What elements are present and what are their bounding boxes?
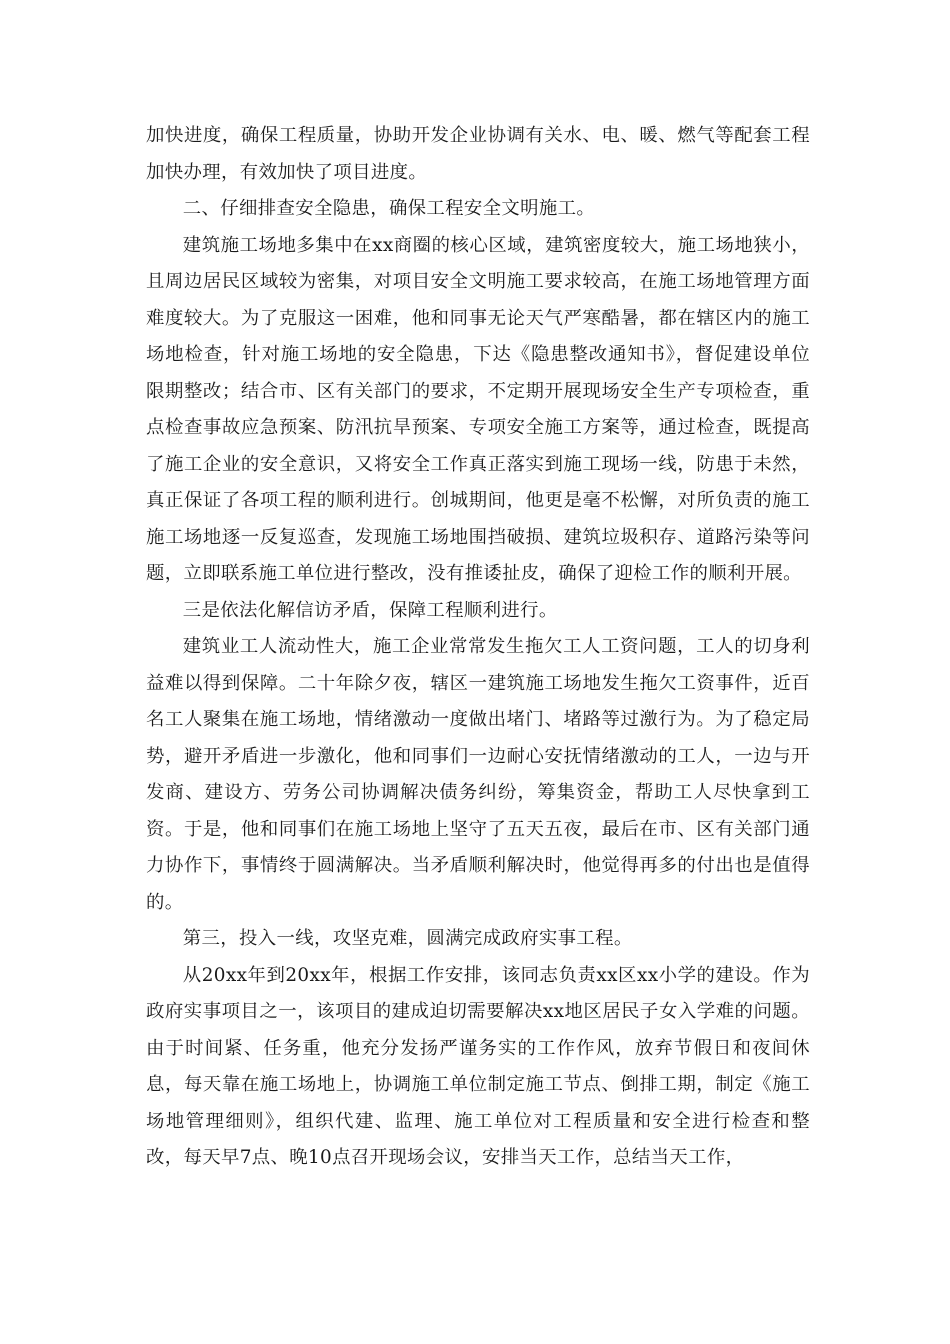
section-heading-safety: 二、仔细排查安全隐患，确保工程安全文明施工。 bbox=[182, 198, 596, 219]
paragraph-continued: 加快进度，确保工程质量，协助开发企业协调有关水、电、暖、燃气等配套工程加快办理，有效加快了项目进度。 bbox=[146, 125, 810, 183]
paragraph-project: 从20xx年到20xx年，根据工作安排，该同志负责xx区xx小学的建设。作为政府实事项目之一，该项目的建成迫切需要解决xx地区居民子女入学难的问题。由于时间紧、任务重，他充分发扬严谨务实的工作作风，放弃节假日和夜间休息，每天靠在施工场地上，协调施工单位制定施工节点、倒排工期，制定《施工场地管理细则》，组织代建、监理、施工单位对工程质量和安全进行检查和整改，每天早7点、晚10点召开现场会议，安排当天工作，总结当天工作， bbox=[146, 964, 810, 1168]
paragraph-safety: 建筑施工场地多集中在xx商圈的核心区域，建筑密度较大，施工场地狭小，且周边居民区域较为密集，对项目安全文明施工要求较高，在施工场地管理方面难度较大。为了克服这一困难，他和同事无论天气严寒酷暑，都在辖区内的施工场地检查，针对施工场地的安全隐患，下达《隐患整改通知书》，督促建设单位限期整改；结合市、区有关部门的要求，不定期开展现场安全生产专项检查，重点检查事故应急预案、防汛抗旱预案、专项安全施工方案等，通过检查，既提高了施工企业的安全意识，又将安全工作真正落实到施工现场一线，防患于未然，真正保证了各项工程的顺利进行。创城期间，他更是毫不松懈，对所负责的施工施工场地逐一反复巡查，发现施工场地围挡破损、建筑垃圾积存、道路污染等问题，立即联系施工单位进行整改，没有推诿扯皮，确保了迎检工作的顺利开展。 bbox=[146, 234, 810, 584]
section-heading-project: 第三，投入一线，攻坚克难，圆满完成政府实事工程。 bbox=[182, 928, 633, 949]
paragraph-petition: 建筑业工人流动性大，施工企业常常发生拖欠工人工资问题，工人的切身利益难以得到保障。二十年除夕夜，辖区一建筑施工场地发生拖欠工资事件，近百名工人聚集在施工场地，情绪激动一度做出堵门、堵路等过激行为。为了稳定局势，避开矛盾进一步激化，他和同事们一边耐心安抚情绪激动的工人，一边与开发商、建设方、劳务公司协调解决债务纠纷，筹集资金，帮助工人尽快拿到工资。于是，他和同事们在施工场地上坚守了五天五夜，最后在市、区有关部门通力协作下，事情终于圆满解决。当矛盾顺利解决时，他觉得再多的付出也是值得的。 bbox=[146, 636, 810, 913]
document-body bbox=[146, 118, 810, 1177]
section-heading-petition: 三是依法化解信访矛盾，保障工程顺利进行。 bbox=[182, 599, 558, 621]
